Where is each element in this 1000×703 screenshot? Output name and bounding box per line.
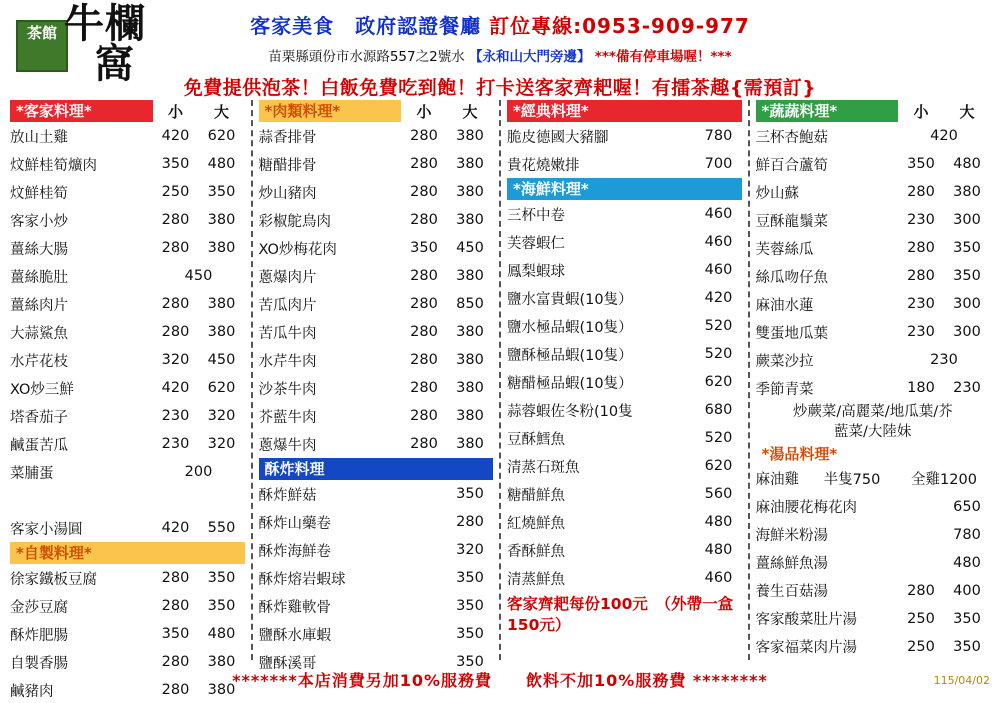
menu-item-price-small: 250 (161, 184, 190, 200)
menu-item-row (259, 122, 494, 150)
menu-item-row (259, 374, 494, 402)
menu-item-row (10, 206, 245, 234)
menu-item-price-small: 280 (907, 582, 935, 599)
menu-item-name: 苦瓜牛肉 (258, 325, 317, 342)
menu-item-name: 蒜香排骨 (258, 129, 317, 146)
menu-item-row (507, 480, 742, 508)
menu-item-price: 480 (704, 514, 733, 530)
menu-item-price: 460 (704, 234, 733, 250)
menu-item-price-small: 280 (161, 240, 190, 256)
menu-item-row (259, 262, 494, 290)
menu-item-row (507, 396, 742, 424)
menu-item-row (10, 122, 245, 150)
menu-item-price-large: 320 (207, 436, 236, 452)
menu-item-name: 糖醋極品蝦(10隻） (507, 375, 633, 392)
category-title: *自製料理* (10, 542, 245, 564)
category-header (507, 178, 742, 200)
menu-item-price-large: 380 (953, 184, 981, 200)
menu-item-row (756, 493, 991, 521)
menu-item-price-small: 280 (410, 380, 438, 396)
size-header-small: 小 (167, 102, 183, 121)
menu-item-row (756, 605, 991, 633)
menu-item-name: 芙蓉絲瓜 (755, 241, 814, 258)
menu-item-row (10, 318, 245, 346)
category-title: *客家料理* (10, 100, 153, 122)
menu-item-price-large: 380 (456, 324, 484, 340)
menu-item-row (259, 234, 494, 262)
menu-item-name: 客家小炒 (10, 213, 68, 230)
menu-item-name: 豆酥龍鬚菜 (755, 213, 828, 230)
menu-item-row (10, 486, 245, 514)
menu-item-name: XO炒三鮮 (10, 381, 74, 398)
category-header (259, 458, 494, 480)
menu-item-price-large: 480 (207, 626, 236, 642)
menu-item-name: 麻油雞 (755, 472, 799, 489)
menu-item-price-small: 280 (907, 268, 935, 284)
menu-item-price-large: 380 (456, 380, 484, 396)
menu-item-price-small: 420 (161, 520, 190, 536)
menu-item-price-small: 280 (410, 324, 438, 340)
menu-item-price: 480 (953, 554, 981, 571)
menu-item-name: 塔香茄子 (10, 409, 68, 426)
menu-item-price: 350 (456, 570, 484, 586)
menu-item-name: 客家福菜肉片湯 (755, 640, 857, 657)
menu-item-price-large: 380 (456, 184, 484, 200)
menu-item-price: 350 (456, 598, 484, 614)
menu-item-price-small: 230 (161, 436, 190, 452)
menu-item-name: 炆鮮桂筍 (10, 185, 68, 202)
menu-item-price: 230 (930, 352, 958, 368)
menu-item-price: 450 (184, 268, 213, 284)
menu-item-row (259, 430, 494, 458)
menu-item-price-large: 230 (953, 380, 981, 396)
menu-item-name: 客家小湯圓 (10, 521, 83, 538)
menu-item-row (507, 368, 742, 396)
menu-item-price-large: 850 (456, 296, 484, 312)
menu-item-price: 520 (704, 318, 733, 334)
menu-item-name: 薑絲脆肚 (10, 269, 68, 286)
menu-item-price-large: 350 (953, 638, 981, 655)
menu-item-price-large: 380 (456, 268, 484, 284)
menu-item-price-large: 480 (953, 156, 981, 172)
promo-banner: 免費提供泡茶！白飯免費吃到飽！打卡送客家齊耙喔！有擂茶趣{需預訂} (183, 77, 817, 99)
category-header (756, 100, 991, 122)
menu-item-name: 大蒜鯊魚 (10, 325, 68, 342)
menu-item-row (756, 178, 991, 206)
menu-item-name: 蒜蓉蝦佐冬粉(10隻 (507, 403, 633, 420)
menu-item-row (10, 374, 245, 402)
address-landmark: 【永和山大門旁邊】 (469, 49, 591, 65)
menu-item-row (756, 122, 991, 150)
menu-item-name: 雙蛋地瓜葉 (755, 325, 828, 342)
menu-item-row (10, 458, 245, 486)
menu-item-row (10, 592, 245, 620)
menu-item-price-small: 280 (907, 184, 935, 200)
menu-item-price-large: 550 (207, 520, 236, 536)
menu-item-row (756, 549, 991, 577)
logo-brush-line2: 窩 (94, 40, 135, 87)
menu-item-name: 薑絲大腸 (10, 241, 68, 258)
menu-column (748, 100, 997, 660)
menu-item-row (259, 346, 494, 374)
menu-item-name: 客家酸菜肚片湯 (755, 612, 857, 629)
menu-item-price-small: 230 (907, 212, 935, 228)
menu-header (0, 0, 1000, 100)
menu-item-row (756, 633, 991, 661)
menu-item-row (756, 318, 991, 346)
logo-brush-text (64, 0, 146, 87)
menu-item-name: 徐家鐵板豆腐 (10, 571, 97, 588)
category-header (10, 542, 245, 564)
menu-item-price-small: 350 (410, 240, 438, 256)
menu-item-name: 三杯杏鮑菇 (755, 129, 828, 146)
menu-item-name: XO炒梅花肉 (258, 241, 337, 258)
menu-item-price-small: 230 (907, 324, 935, 340)
menu-item-row (259, 620, 494, 648)
menu-item-price-small: 280 (410, 296, 438, 312)
menu-item-name: 炆鮮桂筍爌肉 (10, 157, 97, 174)
menu-item-row (10, 620, 245, 648)
menu-date: 115/04/02 (933, 674, 990, 687)
menu-item-price-small: 350 (161, 156, 190, 172)
menu-item-price-small: 320 (161, 352, 190, 368)
menu-item-price-small: 280 (161, 212, 190, 228)
menu-item-price-large: 350 (207, 598, 236, 614)
menu-item-name: 脆皮德國大豬腳 (507, 129, 609, 146)
menu-item-name: 麻油腰花梅花肉 (755, 500, 857, 517)
category-title: 酥炸料理 (259, 458, 494, 480)
menu-item-name: 放山土雞 (10, 129, 68, 146)
menu-item-price-small: 230 (161, 408, 190, 424)
menu-item-row (10, 150, 245, 178)
menu-item-price-small: 280 (410, 184, 438, 200)
menu-item-row (259, 592, 494, 620)
menu-item-price-small: 420 (161, 128, 190, 144)
menu-item-name: 貴花燒嫩排 (507, 157, 580, 174)
restaurant-logo (8, 0, 178, 87)
menu-item-row (507, 424, 742, 452)
menu-item-price-small: 280 (161, 654, 190, 670)
menu-item-price-small: 280 (410, 268, 438, 284)
menu-item-name: 薑絲鮮魚湯 (755, 556, 828, 573)
menu-item-price-half: 半隻750 (823, 472, 881, 489)
menu-column (4, 100, 251, 700)
logo-seal: 茶館 (16, 20, 68, 72)
menu-item-price: 620 (704, 374, 733, 390)
menu-item-price: 350 (456, 654, 484, 670)
menu-item-name: 三杯中卷 (507, 207, 565, 224)
menu-item-name: 鹽酥極品蝦(10隻） (507, 347, 633, 364)
menu-item-name: 水芹花枝 (10, 353, 68, 370)
menu-item-row (507, 228, 742, 256)
menu-item-price-small: 230 (907, 296, 935, 312)
category-header (10, 100, 245, 122)
menu-item-name: 鹽水極品蝦(10隻） (507, 319, 633, 336)
menu-item-row (507, 150, 742, 178)
menu-item-row (507, 312, 742, 340)
menu-item-row (507, 122, 742, 150)
menu-item-name: 沙茶牛肉 (258, 381, 317, 398)
menu-item-price-large: 350 (207, 184, 236, 200)
menu-item-price-large: 350 (953, 240, 981, 256)
menu-item-price-small: 350 (907, 156, 935, 172)
category-footnote: 炒蕨菜/高麗菜/地瓜葉/芥 (792, 404, 953, 420)
menu-item-price-small: 250 (907, 638, 935, 655)
menu-column (251, 100, 500, 672)
menu-item-row (756, 465, 991, 493)
menu-item-row (507, 536, 742, 564)
menu-item-price-large: 380 (456, 156, 484, 172)
menu-item-name: 鹽水富貴蝦(10隻） (507, 291, 633, 308)
menu-item-name: 養生百菇湯 (755, 584, 828, 601)
menu-column (499, 100, 748, 660)
reservation-phone: 訂位專線:0953-909-977 (489, 14, 750, 38)
menu-item-price-large: 380 (207, 212, 236, 228)
menu-item-price-small: 180 (907, 380, 935, 396)
menu-item-name: 酥炸熔岩蝦球 (258, 571, 346, 588)
menu-item-price: 780 (704, 128, 733, 144)
menu-item-row (10, 234, 245, 262)
menu-item-name: 蕨菜沙拉 (755, 353, 814, 370)
menu-item-name: 酥炸山藥卷 (258, 515, 331, 532)
category-title: *經典料理* (507, 100, 742, 122)
menu-item-price-large: 620 (207, 380, 236, 396)
menu-item-row (10, 430, 245, 458)
menu-item-price-large: 380 (456, 352, 484, 368)
menu-item-price: 280 (456, 514, 484, 530)
category-header (259, 100, 494, 122)
menu-item-name: 鹹蛋苦瓜 (10, 437, 68, 454)
menu-item-name: 炒山豬肉 (258, 185, 317, 202)
menu-item-price-large: 480 (207, 156, 236, 172)
menu-item-price-small: 280 (161, 324, 190, 340)
menu-item-name: 糖醋排骨 (258, 157, 317, 174)
category-title: *肉類料理* (259, 100, 402, 122)
menu-item-name: 季節青菜 (755, 381, 814, 398)
menu-item-price-small: 280 (410, 408, 438, 424)
size-header-large: 大 (213, 102, 229, 121)
menu-item-price-small: 280 (907, 240, 935, 256)
menu-item-price-whole: 全雞1200 (911, 472, 977, 489)
menu-item-price-small: 280 (161, 296, 190, 312)
menu-item-price: 700 (704, 156, 733, 172)
special-notice: 客家齊耙每份100元 （外帶一盒150元） (507, 595, 734, 634)
service-charge-note: *******本店消費另加10%服務費 飲料不加10%服務費 ******** (232, 671, 768, 690)
menu-item-name: 鹹豬肉 (10, 683, 54, 700)
menu-item-row (259, 178, 494, 206)
menu-item-row (756, 521, 991, 549)
menu-item-row (259, 402, 494, 430)
category-header (507, 100, 742, 122)
menu-item-price-large: 380 (207, 682, 236, 698)
menu-item-row (507, 452, 742, 480)
menu-item-price: 320 (456, 542, 484, 558)
menu-item-row (259, 564, 494, 592)
menu-item-price: 350 (456, 626, 484, 642)
menu-item-price-small: 250 (907, 610, 935, 627)
menu-item-price-large: 380 (456, 436, 484, 452)
menu-item-row (259, 508, 494, 536)
menu-item-name: 香酥鮮魚 (507, 543, 565, 560)
size-header-small: 小 (416, 102, 432, 121)
menu-item-row (10, 514, 245, 542)
menu-item-row (756, 206, 991, 234)
category-title: *海鮮料理* (507, 178, 742, 200)
menu-item-name: 酥炸海鮮卷 (258, 543, 331, 560)
menu-item-price: 460 (704, 262, 733, 278)
menu-item-price: 620 (704, 458, 733, 474)
menu-item-name: 清蒸鮮魚 (507, 571, 565, 588)
menu-item-row (259, 536, 494, 564)
menu-item-name: 自製香腸 (10, 655, 68, 672)
menu-item-name: 鹽酥溪哥 (258, 655, 317, 672)
menu-item-price-small: 280 (410, 156, 438, 172)
menu-item-price-large: 380 (207, 240, 236, 256)
menu-item-price: 480 (704, 542, 733, 558)
menu-item-price-large: 300 (953, 212, 981, 228)
menu-item-name: 鮮百合蘆筍 (755, 157, 828, 174)
menu-item-name: 清蒸石斑魚 (507, 459, 580, 476)
logo-brush-line1: 牛欄 (64, 0, 146, 47)
menu-item-row (10, 402, 245, 430)
menu-item-name: 鳳梨蝦球 (507, 263, 565, 280)
parking-note: ***備有停車場喔！*** (594, 49, 732, 65)
category-title: *蔬蔬料理* (756, 100, 899, 122)
menu-item-row (259, 290, 494, 318)
category-title: *湯品料理* (756, 443, 991, 465)
menu-item-price-small: 280 (410, 436, 438, 452)
menu-item-price: 520 (704, 430, 733, 446)
category-header (756, 443, 991, 465)
menu-item-name: 蔥爆牛肉 (258, 437, 317, 454)
menu-footer (0, 660, 1000, 700)
menu-item-price-large: 380 (207, 296, 236, 312)
menu-item-row (756, 262, 991, 290)
menu-item-price-large: 620 (207, 128, 236, 144)
menu-item-row (507, 340, 742, 368)
menu-item-price-large: 350 (953, 610, 981, 627)
menu-item-name: 彩椒鴕鳥肉 (258, 213, 331, 230)
menu-item-price: 460 (704, 206, 733, 222)
menu-item-price: 680 (704, 402, 733, 418)
menu-item-price-small: 280 (410, 128, 438, 144)
menu-item-price-small: 280 (410, 212, 438, 228)
menu-item-price: 460 (704, 570, 733, 586)
menu-item-row (10, 290, 245, 318)
size-header-small: 小 (913, 102, 929, 121)
menu-item-row (756, 346, 991, 374)
menu-item-price-large: 400 (953, 582, 981, 599)
menu-item-price-small: 280 (161, 682, 190, 698)
menu-item-price-large: 380 (207, 324, 236, 340)
menu-item-price: 420 (704, 290, 733, 306)
menu-item-row (259, 206, 494, 234)
menu-item-row (756, 290, 991, 318)
menu-item-name: 豆酥鱈魚 (507, 431, 565, 448)
menu-item-name: 酥炸鮮菇 (258, 487, 317, 504)
menu-item-name: 薑絲肉片 (10, 297, 68, 314)
menu-item-price-large: 350 (207, 570, 236, 586)
menu-item-name: 菜脯蛋 (10, 465, 54, 482)
menu-item-price-large: 380 (456, 128, 484, 144)
menu-item-name: 海鮮米粉湯 (755, 528, 828, 545)
menu-item-price: 350 (456, 486, 484, 502)
menu-item-price: 420 (930, 128, 958, 144)
menu-item-row (507, 256, 742, 284)
menu-item-name: 絲瓜吻仔魚 (755, 269, 828, 286)
menu-item-row (507, 284, 742, 312)
menu-item-name: 紅燒鮮魚 (507, 515, 565, 532)
menu-item-name: 酥炸雞軟骨 (258, 599, 331, 616)
menu-item-price-small: 280 (161, 570, 190, 586)
menu-item-price-small: 350 (161, 626, 190, 642)
menu-item-price-large: 450 (456, 240, 484, 256)
menu-item-price-small: 280 (410, 352, 438, 368)
menu-item-name: 苦瓜肉片 (258, 297, 317, 314)
menu-item-name: 麻油水蓮 (755, 297, 814, 314)
menu-item-row (756, 374, 991, 402)
size-header-large: 大 (462, 102, 478, 121)
menu-item-row (507, 564, 742, 592)
menu-item-price-small: 280 (161, 598, 190, 614)
menu-item-name: 酥炸肥腸 (10, 627, 68, 644)
menu-item-price: 520 (704, 346, 733, 362)
menu-item-row (756, 234, 991, 262)
menu-item-name: 糖醋鮮魚 (507, 487, 565, 504)
menu-item-name: 炒山蘇 (755, 185, 799, 202)
menu-item-price-large: 300 (953, 296, 981, 312)
menu-item-row (259, 480, 494, 508)
menu-item-price-small: 420 (161, 380, 190, 396)
address-text: 苗栗縣頭份市水源路557之2號水 (268, 49, 465, 65)
menu-item-name: 芙蓉蝦仁 (507, 235, 565, 252)
menu-item-row (507, 200, 742, 228)
menu-item-price-large: 380 (207, 654, 236, 670)
menu-item-name: 鹽酥水庫蝦 (258, 627, 331, 644)
menu-item-row (259, 318, 494, 346)
menu-item-price: 200 (184, 464, 213, 480)
category-footnote: 藍菜/大陸妹 (834, 424, 912, 441)
menu-item-price-large: 450 (207, 352, 236, 368)
size-header-large: 大 (959, 102, 975, 121)
menu-item-row (259, 150, 494, 178)
menu-item-price-large: 300 (953, 324, 981, 340)
menu-item-row (10, 262, 245, 290)
menu-item-row (10, 346, 245, 374)
menu-item-row (10, 564, 245, 592)
menu-item-price-large: 380 (456, 212, 484, 228)
menu-item-price: 560 (704, 486, 733, 502)
menu-item-price: 650 (953, 498, 981, 515)
menu-item-row (10, 178, 245, 206)
menu-item-name: 芥藍牛肉 (258, 409, 317, 426)
menu-item-name: 金莎豆腐 (10, 599, 68, 616)
menu-item-row (756, 150, 991, 178)
menu-item-price-large: 350 (953, 268, 981, 284)
menu-item-price: 780 (953, 526, 981, 543)
menu-item-name: 蔥爆肉片 (258, 269, 317, 286)
menu-item-price-large: 380 (456, 408, 484, 424)
header-title: 客家美食 政府認證餐廳 (250, 14, 482, 38)
menu-item-row (507, 508, 742, 536)
menu-item-price-large: 320 (207, 408, 236, 424)
menu-item-row (756, 577, 991, 605)
menu-item-name: 水芹牛肉 (258, 353, 317, 370)
